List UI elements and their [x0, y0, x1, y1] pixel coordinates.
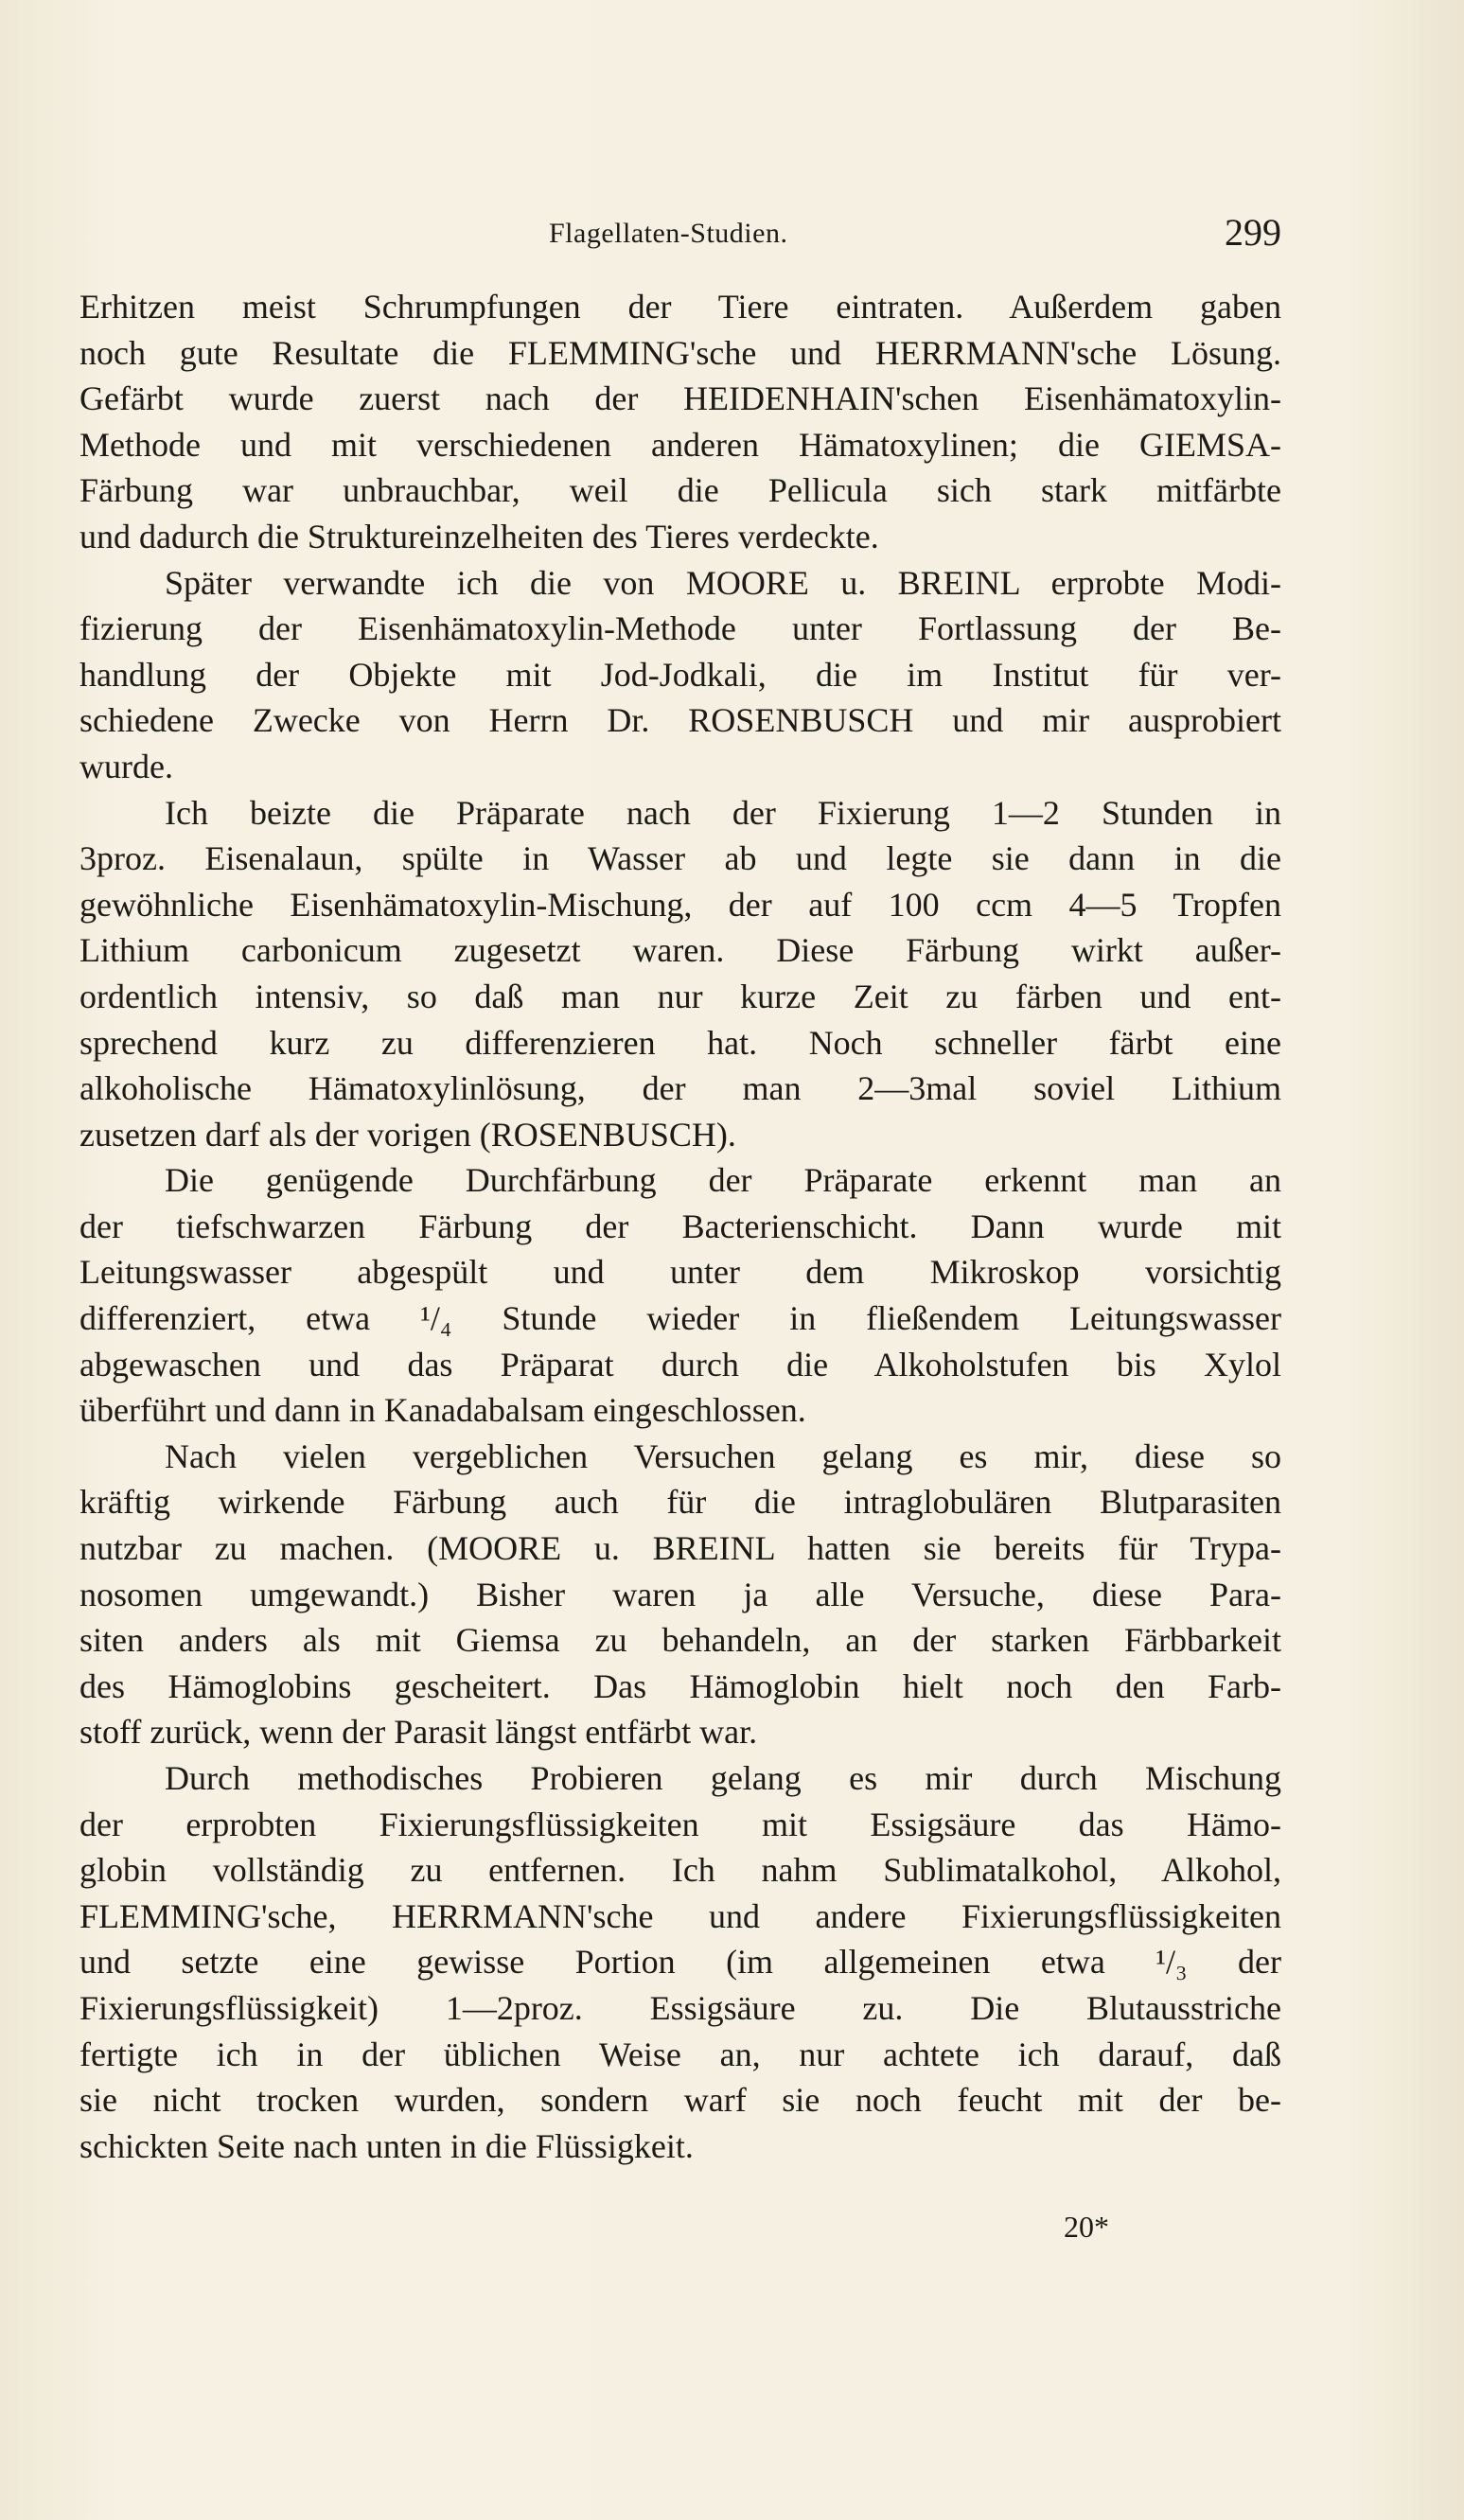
text-line: differenziert, etwa ¹/₄ Stunde wieder in fließendem Leitungswasser [79, 1299, 1281, 1338]
text-line: sie nicht trocken wurden, sondern warf sie noch feucht mit der be- [79, 2081, 1281, 2120]
text-line: nosomen umgewandt.) Bisher waren ja alle Versuche, diese Para- [79, 1575, 1281, 1613]
text-line: 3proz. Eisenalaun, spülte in Wasser ab und legte sie dann in die [79, 839, 1281, 878]
text-line: der tiefschwarzen Färbung der Bacterienschicht. Dann wurde mit [79, 1207, 1281, 1245]
text-line: und setzte eine gewisse Portion (im allgemeinen etwa ¹/₃ der [79, 1943, 1281, 1982]
text-line: nutzbar zu machen. (MOORE u. BREINL hatten sie bereits für Trypa- [79, 1529, 1281, 1568]
text-line: wurde. [79, 747, 173, 785]
text-line: gewöhnliche Eisenhämatoxylin-Mischung, der auf 100 ccm 4—5 Tropfen [79, 885, 1281, 924]
text-line: globin vollständig zu entfernen. Ich nahm Sublimatalkohol, Alkohol, [79, 1851, 1281, 1890]
text-line: alkoholische Hämatoxylinlösung, der man 2—3mal soviel Lithium [79, 1069, 1281, 1108]
text-line: Erhitzen meist Schrumpfungen der Tiere eintraten. Außerdem gaben [79, 288, 1281, 326]
text-line: FLEMMING'sche, HERRMANN'sche und andere Fixierungsflüssigkeiten [79, 1896, 1281, 1935]
text-line: schickten Seite nach unten in die Flüssigkeit. [79, 2126, 694, 2165]
text-line: und dadurch die Struktureinzelheiten des Tieres verdeckte. [79, 517, 879, 555]
text-line: schiedene Zwecke von Herrn Dr. ROSENBUSCH und mir ausprobiert [79, 701, 1281, 740]
text-line: Später verwandte ich die von MOORE u. BREINL erprobte Modi- [165, 563, 1281, 602]
text-line: stoff zurück, wenn der Parasit längst entfärbt war. [79, 1713, 758, 1752]
text-line: Leitungswasser abgespült und unter dem Mikroskop vorsichtig [79, 1253, 1281, 1292]
text-line: Fixierungsflüssigkeit) 1—2proz. Essigsäure zu. Die Blutausstriche [79, 1988, 1281, 2027]
text-line: Färbung war unbrauchbar, weil die Pellicula sich stark mitfärbte [79, 471, 1281, 510]
text-line: handlung der Objekte mit Jod-Jodkali, die im Institut für ver- [79, 655, 1281, 694]
text-line: abgewaschen und das Präparat durch die Alkoholstufen bis Xylol [79, 1345, 1281, 1383]
body-text [79, 284, 1281, 2169]
text-line: Die genügende Durchfärbung der Präparate erkennt man an [165, 1161, 1281, 1200]
text-line: fizierung der Eisenhämatoxylin-Methode unter Fortlassung der Be- [79, 609, 1281, 648]
text-line: zusetzen darf als der vorigen (ROSENBUSCH). [79, 1115, 736, 1154]
text-line: kräftig wirkende Färbung auch für die intraglobulären Blutparasiten [79, 1483, 1281, 1522]
text-line: Gefärbt wurde zuerst nach der HEIDENHAIN'schen Eisenhämatoxylin- [79, 379, 1281, 418]
text-line: Ich beizte die Präparate nach der Fixierung 1—2 Stunden in [165, 793, 1281, 832]
text-line: Nach vielen vergeblichen Versuchen gelang es mir, diese so [165, 1436, 1281, 1475]
signature-mark: 20* [1064, 2210, 1109, 2244]
text-line: der erprobten Fixierungsflüssigkeiten mit Essigsäure das Hämo- [79, 1805, 1281, 1843]
text-line: siten anders als mit Giemsa zu behandeln, an der starken Färbbarkeit [79, 1621, 1281, 1660]
text-line: Lithium carbonicum zugesetzt waren. Diese Färbung wirkt außer- [79, 931, 1281, 970]
text-line: überführt und dann in Kanadabalsam eingeschlossen. [79, 1391, 806, 1430]
text-line: ordentlich intensiv, so daß man nur kurze Zeit zu färben und ent- [79, 977, 1281, 1015]
page-header [79, 210, 1281, 263]
text-line: fertigte ich in der üblichen Weise an, nur achtete ich darauf, daß [79, 2035, 1281, 2073]
text-line: sprechend kurz zu differenzieren hat. Noch schneller färbt eine [79, 1023, 1281, 1062]
text-line: des Hämoglobins gescheitert. Das Hämoglobin hielt noch den Farb- [79, 1666, 1281, 1705]
page-number: 299 [1225, 211, 1281, 254]
text-line: Methode und mit verschiedenen anderen Hämatoxylinen; die GIEMSA- [79, 425, 1281, 464]
text-line: Durch methodisches Probieren gelang es mir durch Mischung [165, 1759, 1281, 1797]
running-head: Flagellaten-Studien. [549, 218, 788, 249]
text-line: noch gute Resultate die FLEMMING'sche und HERRMANN'sche Lösung. [79, 333, 1281, 372]
